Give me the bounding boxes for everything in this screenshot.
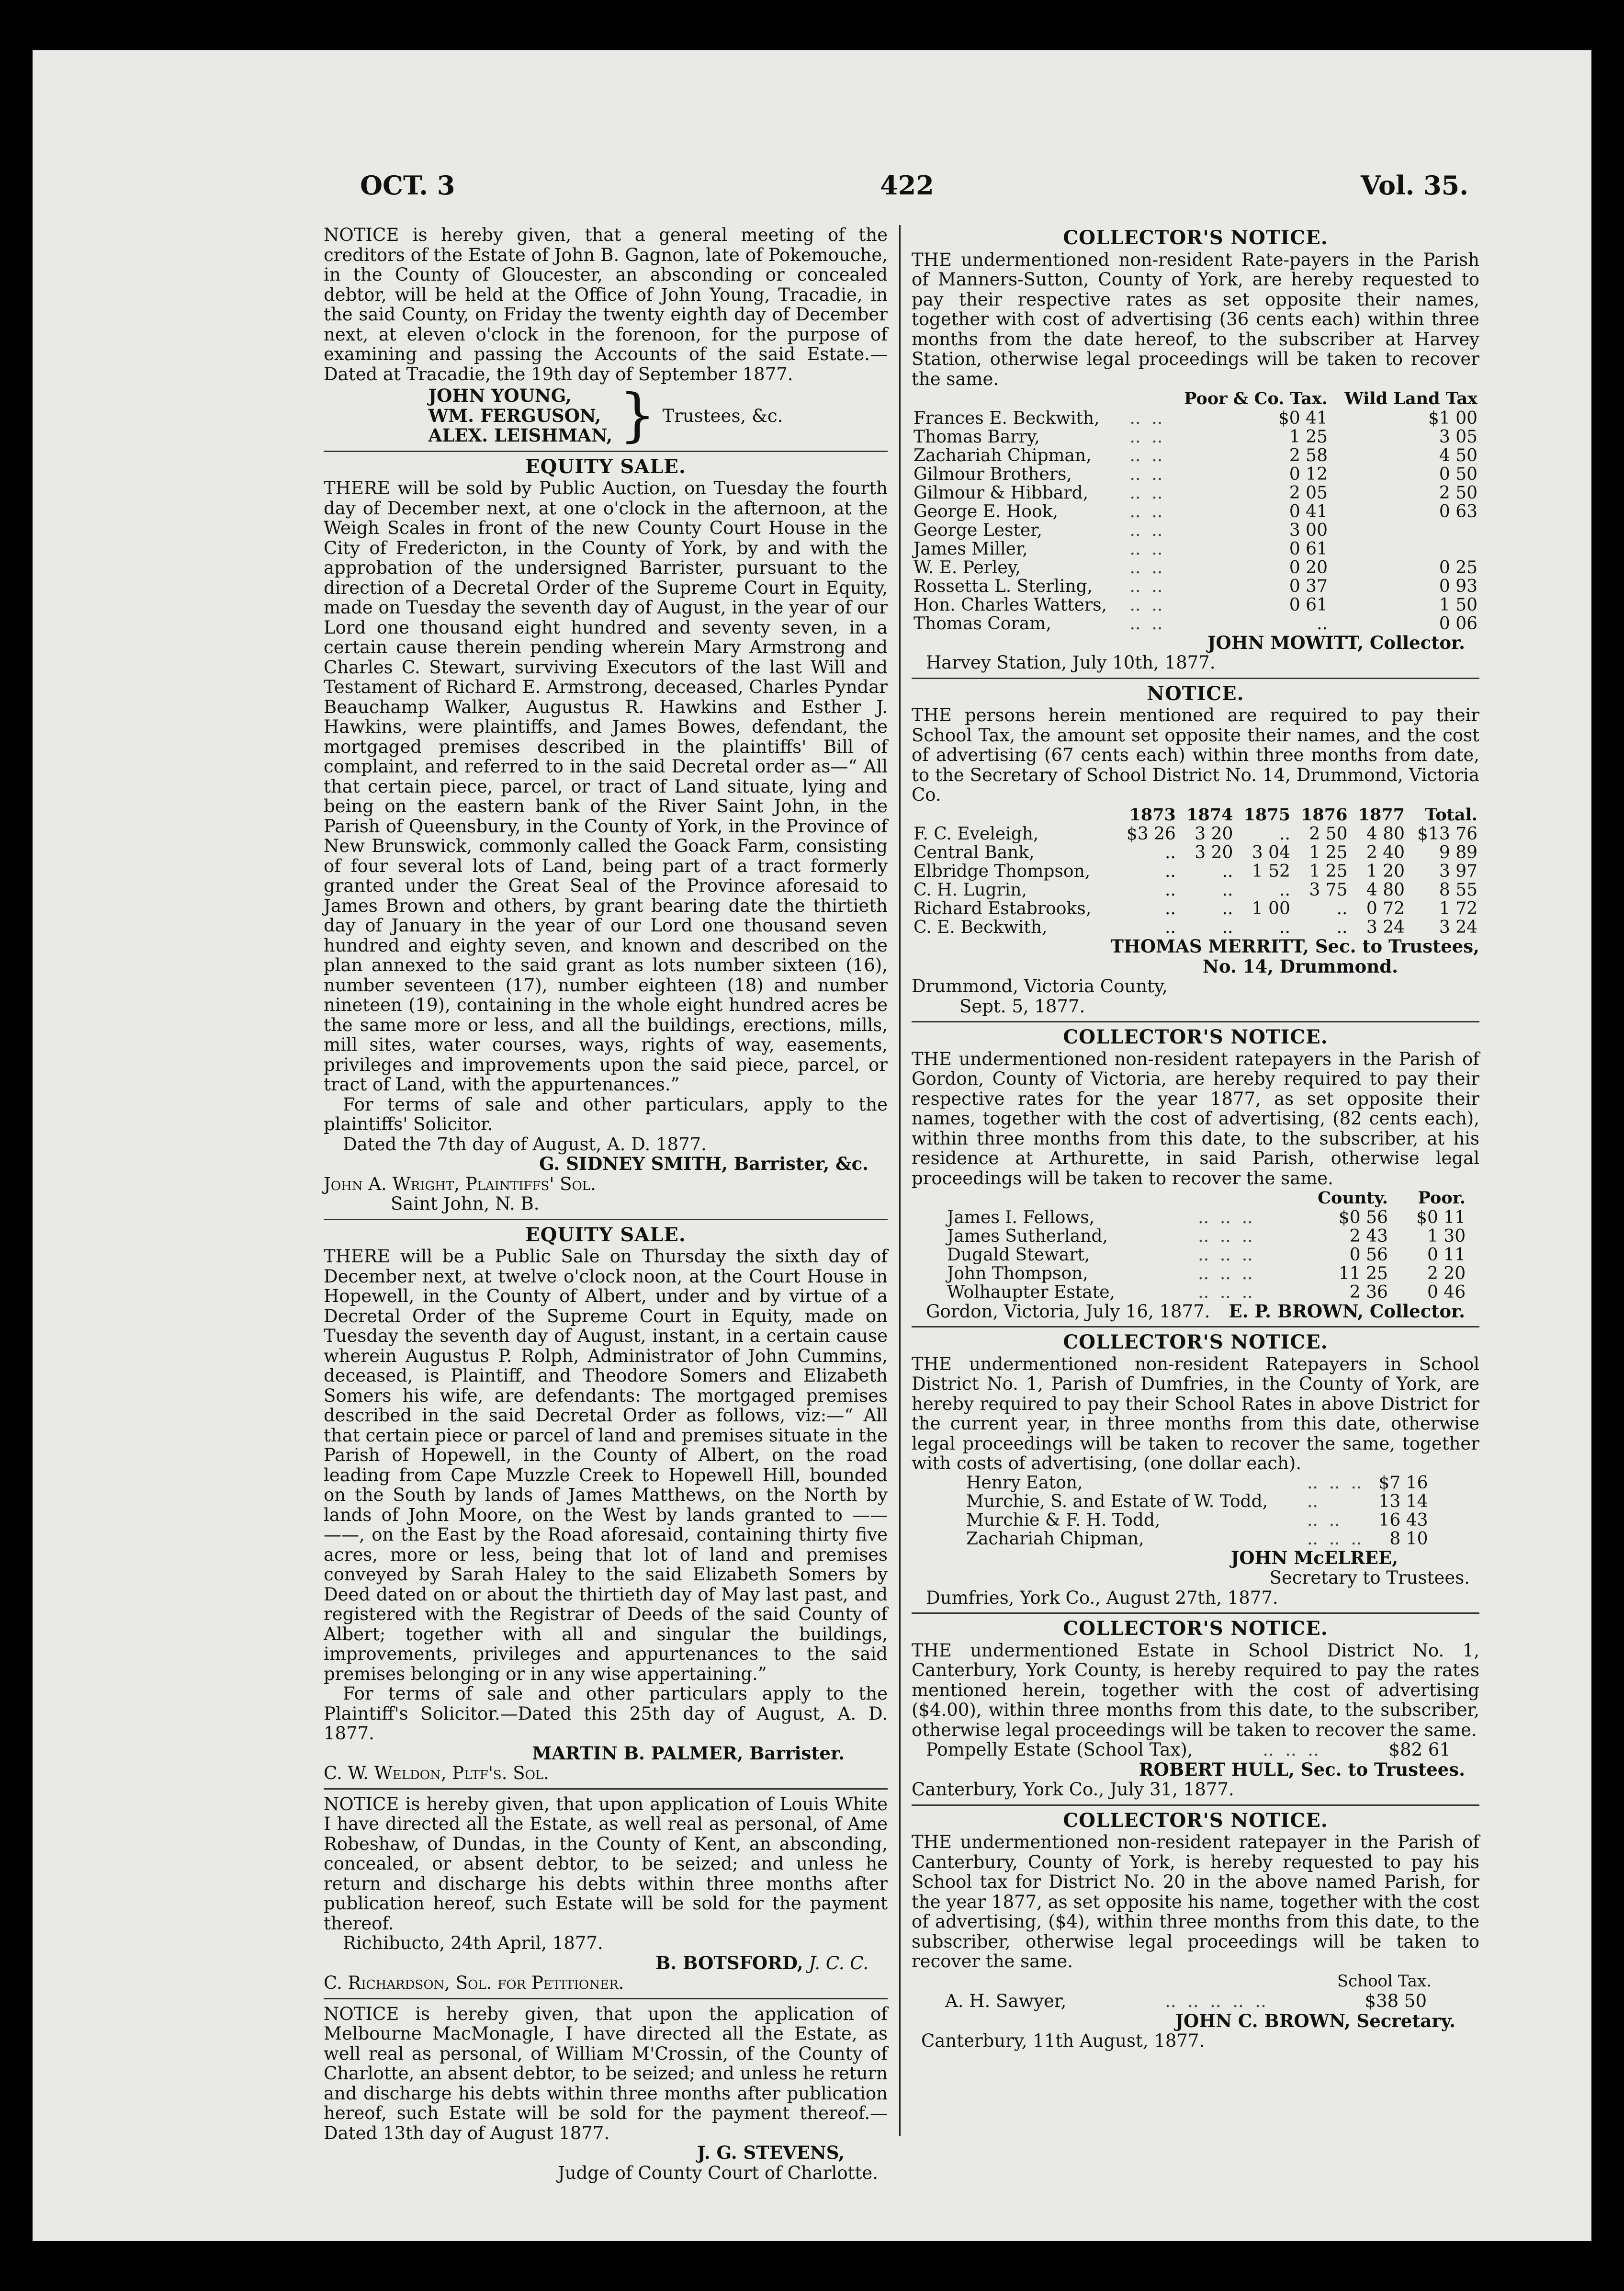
gordon-table — [945, 1188, 1467, 1302]
dumfries-signer: JOHN McELREE, — [1230, 1547, 1398, 1568]
table-row: F. C. Eveleigh, $3 26 3 20 .. 2 50 4 80 $13 76 — [914, 824, 1477, 844]
manners-sutton-title: COLLECTOR'S NOTICE. — [1063, 227, 1328, 249]
table-row: John Thompson, .. .. .. 11 25 2 20 — [947, 1263, 1466, 1283]
table-row: George Lester, .. .. 3 00 — [914, 520, 1328, 540]
table-row: Hon. Charles Watters, .. .. 0 61 1 50 — [914, 595, 1477, 615]
rule — [912, 1804, 1479, 1806]
leader-dots: .. .. .. — [1263, 1739, 1319, 1760]
equity-sale-1-place: Saint John, N. B. — [391, 1193, 540, 1214]
notice-white-signer-title: J. C. C. — [809, 1952, 868, 1973]
equity-sale-1-body: THERE will be sold by Public Auction, on Tuesday the fourth day of December next, at one o'clock in the afternoon, at the Weigh Scales in front of the new County Court House in the City of Fredericton, in the County of York, by and with the approbation of the undersigned Barrister, pursuant to the direction of a Decretal Order of the Supreme Court in Equity, made on Tuesday the seventh day of August, in the year of our Lord one thousand eight hundred and seventy seven, in a certain cause therein pending wherein Mary Armstrong and Charles C. Stewart, surviving Executors of the last Will and Testament of Richard E. Armstrong, deceased, Charles Pyndar Beauchamp Walker, Augustus R. Hawkins and Esther J. Hawkins, were plaintiffs, and James Bowes, defendant, the mortgaged premises described in the plaintiffs' Bill of complaint, and referred to in the said Decretal order as—“ All that certain piece, parcel, or tract of Land situate, lying and being on the eastern bank of the River Saint John, in the Parish of Queensbury, in the County of York, in the Province of New Brunswick, commonly called the Goack Farm, consisting of four several lots of Land, being part of a tract formerly granted under the Great Seal of the Province aforesaid to James Brown and others, by grant bearing date the thirtieth day of January in the year of our Lord one thousand seven hundred and eighty seven, and known and described on the plan annexed to the said grant as lots number sixteen (16), number seventeen (17), number eighteen (18) and number nineteen (19), containing in the whole eight hundred acres be the same more or less, and all the buildings, erections, mills, mill sites, water courses, ways, rights of way, easements, privileges and improvements upon the said piece, parcel, or tract of Land, with the appurtenances.” — [324, 478, 888, 1095]
dumfries-title: COLLECTOR'S NOTICE. — [1063, 1331, 1328, 1353]
canterbury-1-row-name: Pompelly Estate (School Tax), — [926, 1739, 1193, 1760]
table-row: Zachariah Chipman, .. .. 2 58 4 50 — [914, 445, 1477, 465]
rule — [912, 678, 1479, 679]
canterbury-1-row-amount: $82 61 — [1388, 1739, 1451, 1760]
equity-sale-2 — [324, 1225, 888, 1783]
notice-macmonagle-signer: J. G. STEVENS, — [697, 2142, 845, 2163]
trustee-1: JOHN YOUNG, — [428, 385, 572, 406]
notice-macmonagle — [324, 2004, 888, 2183]
rule — [912, 1326, 1479, 1327]
col-poor-co-tax: Poor & Co. Tax. — [1184, 389, 1328, 408]
equity-sale-2-title: EQUITY SALE. — [525, 1223, 686, 1246]
drummond-signer: THOMAS MERRITT, Sec. to Trustees, — [1110, 936, 1479, 957]
canterbury-2-row-amount: $38 50 — [1365, 1991, 1427, 2011]
table-row: C. H. Lugrin, .. .. .. 3 75 4 80 8 55 — [914, 880, 1477, 900]
canterbury-2-column-label: School Tax. — [1337, 1971, 1432, 1991]
notice-manners-sutton — [912, 228, 1479, 673]
canterbury-2-row-name: A. H. Sawyer, — [945, 1991, 1067, 2011]
table-row: James I. Fellows, .. .. .. $0 56 $0 11 — [947, 1207, 1466, 1227]
trustee-signatures — [324, 382, 888, 449]
dumfries-body: THE undermentioned non-resident Ratepayers in School District No. 1, Parish of Dumfries, in the County of York, are hereby required to pay their School Rates in above District for the current year, in three months from this date, otherwise legal proceedings will be taken to recover the same, together with costs of advertising, (one dollar each). — [912, 1353, 1479, 1474]
table-row: C. E. Beckwith, .. .. .. .. 3 24 3 24 — [914, 918, 1477, 937]
column-divider — [899, 225, 901, 2136]
notice-white-signature — [324, 1953, 888, 1973]
notice-drummond — [912, 684, 1479, 1017]
drummond-body: THE persons herein mentioned are required to pay their School Tax, the amount set opposite their names, and the cost of advertising (67 cents each) within three months from date, to the Secretary of School District No. 14, Drummond, Victoria Co. — [912, 705, 1479, 805]
table-row: Zachariah Chipman, .. .. .. 8 10 — [966, 1529, 1428, 1549]
notice-white-dated: Richibucto, 24th April, 1877. — [343, 1933, 603, 1953]
dumfries-table — [964, 1474, 1430, 1548]
equity-sale-1-solicitor: John A. Wright, Plaintiffs' Sol. — [324, 1173, 596, 1194]
table-row: Murchie & F. H. Todd, .. .. 16 43 — [966, 1510, 1428, 1530]
table-header: County. Poor. — [1318, 1188, 1466, 1208]
table-header — [912, 389, 1479, 409]
col-wild-land-tax: Wild Land Tax — [1344, 389, 1477, 408]
volume-number: Vol. 35. — [1361, 170, 1469, 201]
dumfries-signer-title: Secretary to Trustees. — [1269, 1567, 1470, 1588]
canterbury-2-dated: Canterbury, 11th August, 1877. — [921, 2030, 1205, 2051]
canterbury-2-title: COLLECTOR'S NOTICE. — [1063, 1809, 1328, 1832]
table-row: Murchie, S. and Estate of W. Todd, .. 13 14 — [966, 1491, 1428, 1511]
rule — [324, 1219, 888, 1220]
gordon-title: COLLECTOR'S NOTICE. — [1063, 1026, 1328, 1048]
canterbury-1-body: THE undermentioned Estate in School District No. 1, Canterbury, York County, is hereby required to pay the rates mentioned herein, together with the cost of advertising ($4.00), within three months from this date, to the subscriber, otherwise legal proceedings will be taken to recover the same. — [912, 1640, 1479, 1740]
canterbury-1-dated: Canterbury, York Co., July 31, 1877. — [912, 1779, 1234, 1800]
manners-sutton-table — [912, 389, 1479, 633]
canterbury-2-body: THE undermentioned non-resident ratepayer in the Parish of Canterbury, County of York, is hereby requested to pay his School tax for District No. 20 in the above named Parish, for the year 1877, as set opposite his name, together with the cost of advertising, ($4), within three months from this date, to the subscriber, otherwise legal proceedings will be taken to recover the same. — [912, 1832, 1479, 1972]
table-row: Dugald Stewart, .. .. .. 0 56 0 11 — [947, 1245, 1466, 1265]
gordon-dated: Gordon, Victoria, July 16, 1877. — [926, 1301, 1210, 1322]
notice-white-solicitor: C. Richardson, Sol. for Petitioner. — [324, 1973, 624, 1993]
table-header: 1873 1874 1875 1876 1877 Total. — [1129, 805, 1477, 825]
page-number: 422 — [880, 170, 934, 201]
issue-date: OCT. 3 — [360, 170, 455, 201]
drummond-place: Drummond, Victoria County, — [912, 976, 1168, 997]
equity-sale-2-solicitor: C. W. Weldon, Pltf's. Sol. — [324, 1763, 549, 1783]
table-row: James Miller, .. .. 0 61 — [914, 539, 1328, 559]
table-row: Henry Eaton, .. .. .. $7 16 — [966, 1473, 1428, 1493]
manners-sutton-body: THE undermentioned non-resident Rate-payers in the Parish of Manners-Sutton, County of York, are hereby requested to pay their respective rates as set opposite their names, together with cost of advertising (36 cents each) within three months from the date hereof, to the subscriber at Harvey Station, otherwise legal proceedings will be taken to recover the same. — [912, 249, 1479, 389]
rule — [912, 1612, 1479, 1614]
table-row — [912, 1991, 1479, 2011]
notice-white-body: NOTICE is hereby given, that upon application of Louis White I have directed all the Estate, as well real as personal, of Ame Robeshaw, of Dundas, in the County of Kent, an absconding, concealed, or absent debtor, to be seized; and unless he return and discharge his debts within three months after publication hereof, such Estate will be sold for the payment thereof. — [324, 1793, 888, 1934]
table-row: Rossetta L. Sterling, .. .. 0 37 0 93 — [914, 576, 1477, 596]
leader-dots: .. .. .. .. .. — [1165, 1991, 1266, 2011]
notice-gordon — [912, 1027, 1479, 1321]
drummond-dated: Sept. 5, 1877. — [959, 996, 1085, 1017]
table-row: James Sutherland, .. .. .. 2 43 1 30 — [947, 1226, 1466, 1246]
trustee-2: WM. FERGUSON, — [428, 405, 601, 426]
table-row: Elbridge Thompson, .. .. 1 52 1 25 1 20 3 97 — [914, 862, 1477, 881]
canterbury-2-signer: JOHN C. BROWN, Secretary. — [1175, 2010, 1455, 2031]
drummond-title: NOTICE. — [1147, 682, 1244, 705]
notice-macmonagle-body: NOTICE is hereby given, that upon the application of Melbourne MacMonagle, I have directed all the Estate, as well real as personal, of William M'Crossin, of the County of Charlotte, an absent debtor, to be seized; and unless he return and discharge his debts within three months after publication hereof, such Estate will be sold for the payment thereof.—Dated 13th day of August 1877. — [324, 2003, 888, 2144]
rule — [912, 1021, 1479, 1022]
trustee-3: ALEX. LEISHMAN, — [428, 425, 613, 446]
notice-white — [324, 1794, 888, 1993]
equity-sale-2-signer: MARTIN B. PALMER, Barrister. — [532, 1742, 845, 1764]
gordon-body: THE undermentioned non-resident ratepayers in the Parish of Gordon, County of Victoria, are hereby required to pay their respective rates for the year 1877, as set opposite their names, together with the cost of advertising, (82 cents each), within three months from this date, to the subscriber, at his residence at Arthurette, in said Parish, otherwise legal proceedings will be taken to recover the same. — [912, 1048, 1479, 1189]
notice-white-signer: B. BOTSFORD, — [655, 1952, 803, 1973]
right-column — [912, 225, 1479, 2051]
rule — [324, 1998, 888, 1999]
equity-sale-1-dated: Dated the 7th day of August, A. D. 1877. — [343, 1134, 707, 1155]
notice-gagnon-body: NOTICE is hereby given, that a general meeting of the creditors of the Estate of John B. Gagnon, late of Pokemouche, in the County of Gloucester, an absconding or concealed debtor, will be held at the Office of John Young, Tracadie, in the said County, on Friday the twenty eighth day of December next, at eleven o'clock in the forenoon, for the purpose of examining and passing the Accounts of the said Estate.—Dated at Tracadie, the 19th day of September 1877. — [324, 225, 888, 385]
notice-gagnon — [324, 225, 888, 449]
manners-sutton-dated: Harvey Station, July 10th, 1877. — [926, 652, 1216, 673]
equity-sale-1-terms: For terms of sale and other particulars, apply to the plaintiffs' Solicitor. — [324, 1094, 888, 1134]
drummond-signer-district: No. 14, Drummond. — [1203, 955, 1398, 977]
rule — [324, 451, 888, 452]
notice-canterbury-2 — [912, 1811, 1479, 2051]
table-row: George E. Hook, .. .. 0 41 0 63 — [914, 501, 1477, 522]
notice-macmonagle-title: Judge of County Court of Charlotte. — [557, 2162, 878, 2183]
equity-sale-2-terms: For terms of sale and other particulars apply to the Plaintiff's Solicitor.—Dated this 25th day of August, A. D. 1877. — [324, 1683, 888, 1744]
table-row: Wolhaupter Estate, .. .. .. 2 36 0 46 — [947, 1282, 1466, 1302]
gordon-footer — [912, 1302, 1479, 1322]
dumfries-dated: Dumfries, York Co., August 27th, 1877. — [926, 1587, 1278, 1608]
equity-sale-1-signer: G. SIDNEY SMITH, Barrister, &c. — [539, 1153, 868, 1174]
notice-dumfries — [912, 1332, 1479, 1608]
trustee-role: Trustees, &c. — [662, 405, 783, 426]
rule — [324, 1788, 888, 1790]
table-row: Thomas Barry, .. .. 1 25 3 05 — [914, 427, 1477, 447]
drummond-table — [912, 805, 1479, 937]
table-row: Richard Estabrooks, .. .. 1 00 .. 0 72 1 72 — [914, 899, 1477, 919]
table-row: Central Bank, .. 3 20 3 04 1 25 2 40 9 89 — [914, 843, 1477, 862]
equity-sale-1-title: EQUITY SALE. — [525, 455, 686, 478]
table-row: Frances E. Beckwith, .. .. $0 41 $1 00 — [914, 408, 1477, 428]
canterbury-1-signer: ROBERT HULL, Sec. to Trustees. — [1139, 1758, 1465, 1780]
table-row: W. E. Perley, .. .. 0 20 0 25 — [914, 557, 1477, 578]
table-row: Thomas Coram, .. .. .. 0 06 — [914, 613, 1477, 634]
table-row: Gilmour Brothers, .. .. 0 12 0 50 — [914, 464, 1477, 484]
notice-canterbury-1 — [912, 1619, 1479, 1800]
brace-glyph: } — [619, 382, 656, 449]
left-column — [324, 225, 888, 2183]
table-row: Gilmour & Hibbard, .. .. 2 05 2 50 — [914, 483, 1477, 503]
equity-sale-1 — [324, 457, 888, 1214]
gordon-signer: E. P. BROWN, Collector. — [1229, 1300, 1465, 1322]
manners-sutton-signer: JOHN MOWITT, Collector. — [1207, 632, 1465, 653]
equity-sale-2-body: THERE will be a Public Sale on Thursday the sixth day of December next, at twelve o'clock noon, at the Court House in Hopewell, in the County of Albert, under and by virtue of a Decretal Order of the Supreme Court in Equity, made on Tuesday the seventh day of August, instant, in a certain cause wherein Augustus P. Rolph, Administrator of John Cummins, deceased, is Plaintiff, and Theodore Somers and Elizabeth Somers his wife, are defendants: The mortgaged premises described in the said Decretal Order as follows, viz:—“ All that certain piece or parcel of land and premises situate in the Parish of Hopewell, in the County of Albert, on the road leading from Cape Muzzle Creek to Hopewell Hill, bounded on the South by lands of James Matthews, on the North by lands of John Moore, on the West by lands granted to —— ——, on the East by the Road aforesaid, containing thirty five acres, more or less, being that lot of land and premises conveyed by Sarah Haley to the said Elizabeth Somers by Deed dated on or about the thirtieth day of May last past, and registered with the Registrar of Deeds of the said County of Albert; together with all and singular the buildings, improvements, privileges and appurtenances to the said premises belonging or in any wise appertaining.” — [324, 1246, 888, 1684]
table-row — [912, 1740, 1479, 1760]
canterbury-1-title: COLLECTOR'S NOTICE. — [1063, 1617, 1328, 1640]
